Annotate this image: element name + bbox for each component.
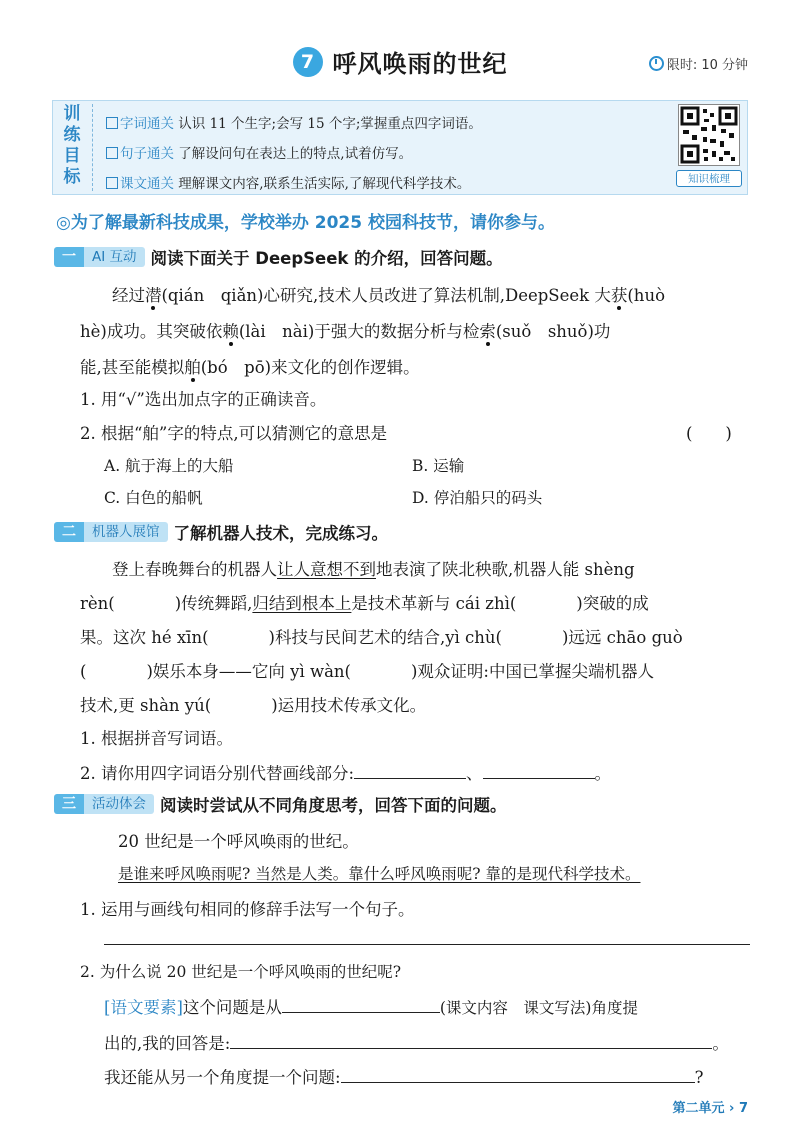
passage-line: ( )娱乐本身——它向 yì wàn( )观众证明:中国已掌握尖端机器人 (80, 662, 654, 681)
question-2: 2. 根据“舶”字的特点,可以猜测它的意思是 (80, 424, 388, 443)
passage-line: hè)成功。其突破依赖(lài nài)于强大的数据分析与检索(suǒ shuǒ)功 (80, 322, 611, 341)
answer-blank[interactable] (282, 996, 440, 1013)
clock-icon (649, 56, 664, 71)
knowledge-summary-label[interactable]: 知识梳理 (676, 170, 742, 187)
option-a[interactable]: A. 航于海上的大船 (104, 457, 234, 475)
section-2-header: 二 机器人展馆 了解机器人技术，完成练习。 (54, 520, 388, 542)
question-1: 1. 根据拼音写词语。 (80, 729, 233, 748)
example-sentence: 20 世纪是一个呼风唤雨的世纪。 (118, 832, 359, 851)
goals-divider (92, 104, 93, 191)
question-1: 1. 用“√”选出加点字的正确读音。 (80, 390, 327, 409)
passage-line: 果。这次 hé xīn( )科技与民间艺术的结合,yì chù( )远远 chāo guò (80, 628, 683, 647)
section-tag: 机器人展馆 (84, 522, 168, 542)
intro-text: ◎为了解最新科技成果，学校举办 2025 校园科技节，请你参与。 (56, 213, 555, 233)
time-limit: 限时: 10 分钟 (649, 54, 748, 73)
passage-line: 登上春晚舞台的机器人让人意想不到地表演了陕北秧歌,机器人能 shèng (112, 560, 635, 579)
answer-blank[interactable] (483, 762, 595, 779)
section-1-header: 一 AI 互动 阅读下面关于 DeepSeek 的介绍，回答问题。 (54, 245, 503, 267)
answer-blank[interactable] (354, 762, 466, 779)
goals-label: 训练目标 (63, 104, 81, 187)
section-tag: AI 互动 (84, 247, 145, 267)
passage-line: rèn( )传统舞蹈,归结到根本上是技术革新与 cái zhì( )突破的成 (80, 594, 649, 613)
underlined-sentence: 是谁来呼风唤雨呢? 当然是人类。靠什么呼风唤雨呢? 靠的是现代科学技术。 (118, 865, 641, 883)
passage-line: 经过潜(qián qiǎn)心研究,技术人员改进了算法机制,DeepSeek 大获(huò (112, 286, 665, 305)
passage-line: 能,甚至能模拟舶(bó pō)来文化的创作逻辑。 (80, 358, 420, 377)
checkbox-icon[interactable] (106, 177, 118, 189)
answer-paren[interactable]: ( ) (686, 424, 732, 443)
goal-item: 课文通关 理解课文内容,联系生活实际,了解现代科学技术。 (106, 172, 470, 192)
answer-line-row: 我还能从另一个角度提一个问题: ? (104, 1068, 704, 1087)
lesson-title: 呼风唤雨的世纪 (332, 50, 508, 78)
section-tag: 活动体会 (84, 794, 154, 814)
lesson-number-badge: 7 (293, 47, 323, 77)
goal-item: 字词通关 认识 11 个生字;会写 15 个字;掌握重点四字词语。 (106, 112, 482, 132)
answer-line-row: 出的,我的回答是: 。 (104, 1034, 729, 1053)
option-d[interactable]: D. 停泊船只的码头 (412, 489, 543, 507)
option-c[interactable]: C. 白色的船帆 (104, 489, 203, 507)
section-3-header: 三 活动体会 阅读时尝试从不同角度思考，回答下面的问题。 (54, 792, 507, 814)
answer-line[interactable] (104, 944, 750, 945)
goal-item: 句子通关 了解设问句在表达上的特点,试着仿写。 (106, 142, 412, 162)
answer-blank[interactable] (230, 1032, 712, 1049)
question-2: 2. 为什么说 20 世纪是一个呼风唤雨的世纪呢? (80, 963, 402, 981)
language-element-line: [语文要素]这个问题是从 (课文内容 课文写法)角度提 (104, 998, 638, 1017)
question-2: 2. 请你用四字词语分别代替画线部分: 、 。 (80, 764, 612, 783)
passage-line: 技术,更 shàn yú( )运用技术传承文化。 (80, 696, 427, 715)
option-b[interactable]: B. 运输 (412, 457, 465, 475)
qr-code-icon[interactable] (678, 104, 740, 166)
page-footer: 第二单元 › 7 (672, 1101, 748, 1116)
language-element-tag: 语文要素 (110, 998, 177, 1017)
answer-blank[interactable] (341, 1066, 695, 1083)
question-1: 1. 运用与画线句相同的修辞手法写一个句子。 (80, 900, 415, 919)
checkbox-icon[interactable] (106, 147, 118, 159)
checkbox-icon[interactable] (106, 117, 118, 129)
